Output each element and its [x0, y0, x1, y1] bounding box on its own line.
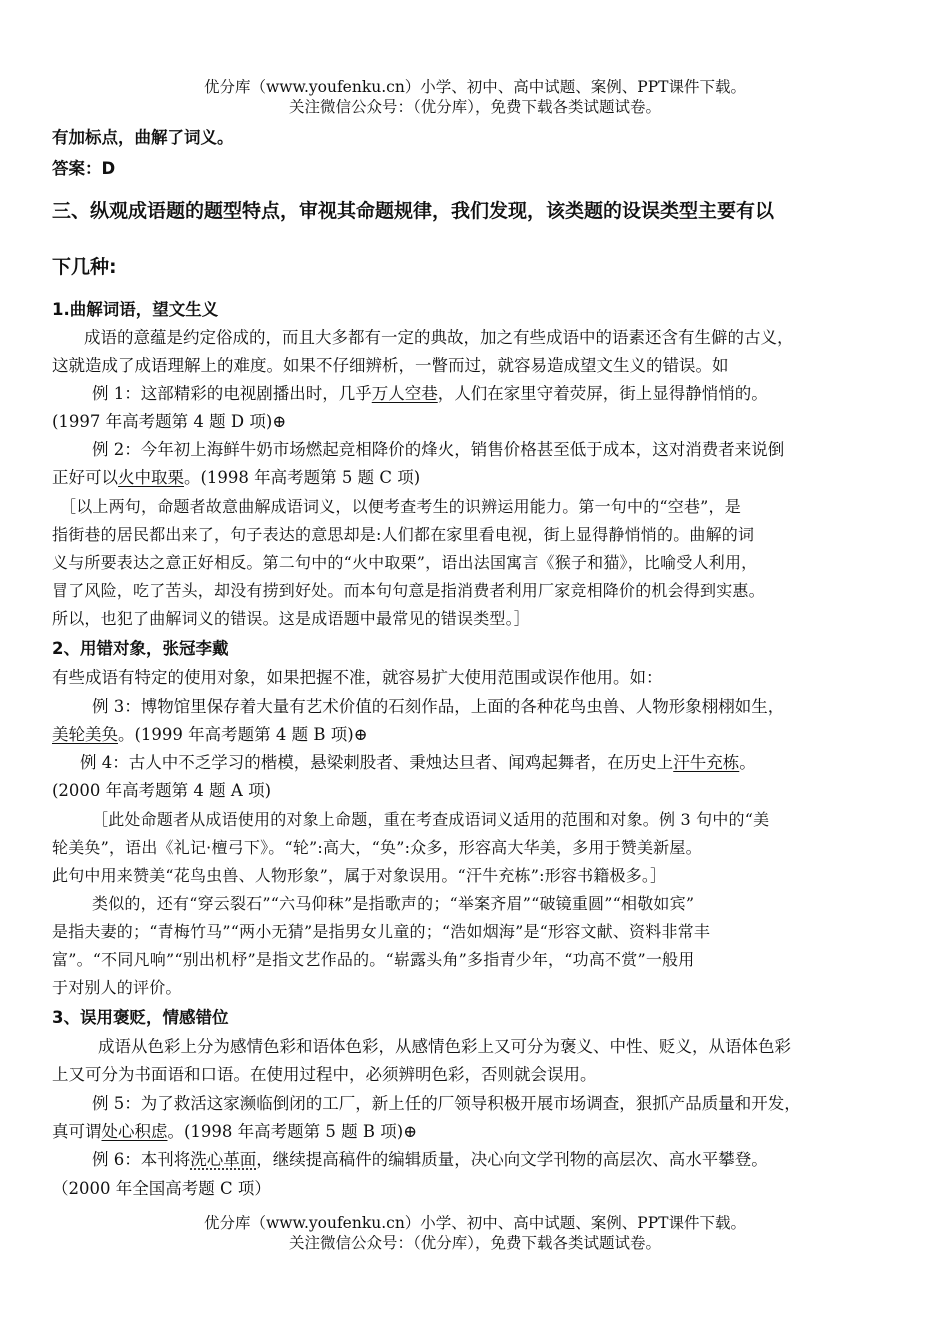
example-5-cont: 真可谓处心积虑。(1998 年高考题第 5 题 B 项)⊕: [52, 1122, 418, 1141]
paragraph-line: 有些成语有特定的使用对象，如果把握不准，就容易扩大使用范围或误作他用。如：: [52, 668, 663, 687]
part-1-heading: 1.曲解词语，望文生义: [52, 300, 219, 319]
similar-line: 是指夫妻的；“青梅竹马”“两小无猜”是指男女儿童的；“浩如烟海”是“形容文献、资料非常丰: [52, 922, 711, 941]
example-5: 例 5：为了救活这家濒临倒闭的工厂，新上任的厂领导积极开展市场调查，狠抓产品质量和开发，: [92, 1094, 801, 1113]
paragraph-line: 成语的意蕴是约定俗成的，而且大多都有一定的典故，加之有些成语中的语素还含有生僻的古义，: [84, 328, 794, 347]
section-title-line-1: 三、纵观成语题的题型特点，审视其命题规律，我们发现，该类题的设误类型主要有以: [52, 200, 775, 222]
example-6-source: （2000 年全国高考题 C 项）: [52, 1179, 271, 1198]
idiom-term: 洗心革面: [190, 1150, 257, 1169]
example-1-source: (1997 年高考题第 4 题 D 项)⊕: [52, 412, 287, 431]
idiom-term: 处心积虑: [101, 1122, 168, 1141]
analysis-line: ［此处命题者从成语使用的对象上命题，重在考查成语词义适用的范围和对象。例 3 句中的“美: [92, 810, 770, 829]
idiom-term: 美轮美奂: [52, 725, 118, 744]
idiom-term: 万人空巷: [371, 384, 438, 403]
idiom-term: 汗牛充栋: [673, 753, 740, 772]
answer: 答案：D: [52, 159, 116, 178]
example-6: 例 6：本刊将洗心革面，继续提高稿件的编辑质量，决心向文学刊物的高层次、高水平攀登。: [92, 1150, 768, 1169]
similar-line: 于对别人的评价。: [52, 978, 182, 997]
similar-line: 富”。“不同凡响”“别出机杼”是指文艺作品的。“崭露头角”多指青少年，“功高不赏”一般用: [52, 950, 695, 969]
idiom-term: 火中取栗: [118, 468, 184, 487]
intro-note: 有加标点，曲解了词义。: [52, 128, 234, 147]
analysis-line: 轮美奂”，语出《礼记·檀弓下》。“轮”:高大，“奂”:众多，形容高大华美，多用于赞美新屋。: [52, 838, 702, 857]
part-2-heading: 2、用错对象，张冠李戴: [52, 639, 229, 658]
example-4: 例 4：古人中不乏学习的楷模，悬梁刺股者、秉烛达旦者、闻鸡起舞者，在历史上汗牛充栋。: [80, 753, 756, 772]
example-3-cont: 美轮美奂。(1999 年高考题第 4 题 B 项)⊕: [52, 725, 368, 744]
analysis-line: 此句中用来赞美“花鸟虫兽、人物形象”，属于对象误用。“汗牛充栋”:形容书籍极多。］: [52, 866, 667, 885]
analysis-line: 指街巷的居民都出来了，句子表达的意思却是:人们都在家里看电视，街上显得静悄悄的。曲解的词: [52, 525, 755, 544]
example-1: 例 1：这部精彩的电视剧播出时，几乎万人空巷，人们在家里守着荧屏，街上显得静悄悄的。: [92, 384, 768, 403]
similar-line: 类似的，还有“穿云裂石”“六马仰秣”是指歌声的；“举案齐眉”“破镜重圆”“相敬如宾”: [92, 894, 695, 913]
example-2: 例 2：今年初上海鲜牛奶市场燃起竞相降价的烽火，销售价格甚至低于成本，这对消费者来说倒: [92, 440, 785, 459]
analysis-line: ［以上两句，命题者故意曲解成语词义，以便考查考生的识辨运用能力。第一句中的“空巷”，是: [60, 497, 741, 516]
analysis-line: 冒了风险，吃了苦头，却没有捞到好处。而本句句意是指消费者利用厂家竞相降价的机会得到实惠。: [52, 581, 765, 600]
paragraph-line: 上又可分为书面语和口语。在使用过程中，必须辨明色彩，否则就会误用。: [52, 1065, 597, 1084]
example-4-source: (2000 年高考题第 4 题 A 项): [52, 781, 272, 800]
footer-line-1: 优分库（www.youfenku.cn）小学、初中、高中试题、案例、PPT课件下载。: [203, 1214, 747, 1232]
part-3-heading: 3、误用褒贬，情感错位: [52, 1008, 229, 1027]
paragraph-line: 这就造成了成语理解上的难度。如果不仔细辨析，一瞥而过，就容易造成望文生义的错误。如: [52, 356, 729, 375]
analysis-line: 义与所要表达之意正好相反。第二句中的“火中取栗”，语出法国寓言《猴子和猫》，比喻受人利用，: [52, 553, 758, 572]
header-line-2: 关注微信公众号：（优分库），免费下载各类试题试卷。: [288, 98, 661, 116]
header-line-1: 优分库（www.youfenku.cn）小学、初中、高中试题、案例、PPT课件下载。: [203, 78, 747, 96]
analysis-line: 所以，也犯了曲解词义的错误。这是成语题中最常见的错误类型。］: [52, 609, 531, 628]
example-3: 例 3：博物馆里保存着大量有艺术价值的石刻作品，上面的各种花鸟虫兽、人物形象栩栩如生，: [92, 697, 785, 716]
section-title-line-2: 下几种:: [52, 256, 117, 278]
footer-line-2: 关注微信公众号：（优分库），免费下载各类试题试卷。: [288, 1234, 661, 1252]
example-2-cont: 正好可以火中取栗。(1998 年高考题第 5 题 C 项): [52, 468, 421, 487]
paragraph-line: 成语从色彩上分为感情色彩和语体色彩，从感情色彩上又可分为褒义、中性、贬义，从语体色彩: [98, 1037, 791, 1056]
